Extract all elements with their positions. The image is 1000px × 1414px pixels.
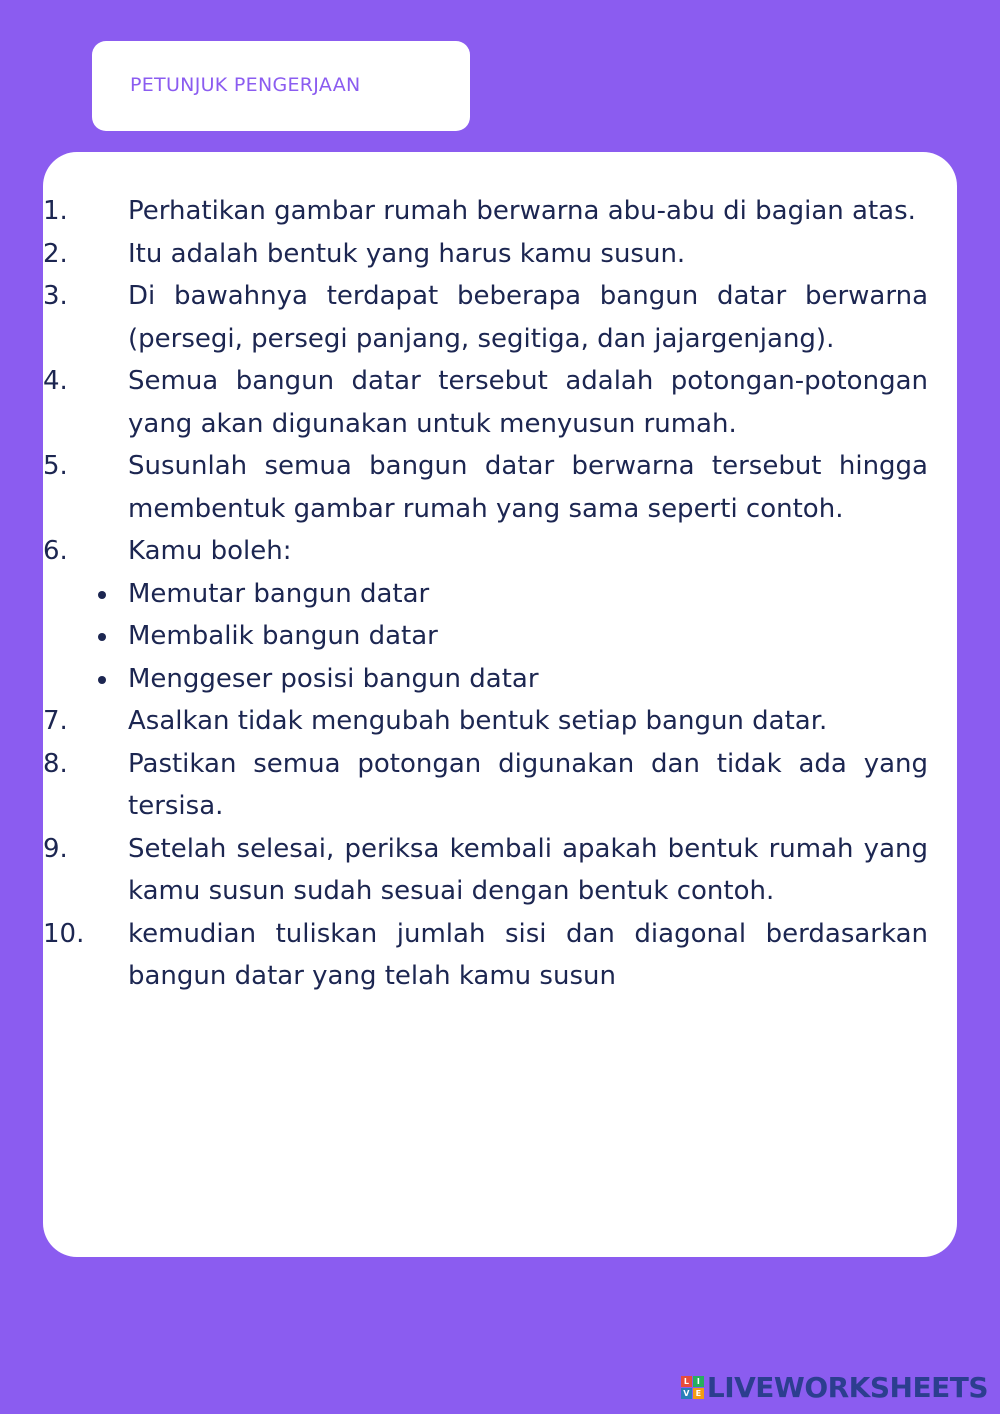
list-number: 2. — [43, 238, 68, 269]
list-item — [43, 275, 928, 360]
list-number: 4. — [43, 366, 68, 396]
list-item — [43, 530, 928, 573]
logo-mark-letter: L — [681, 1376, 692, 1387]
list-item-text: Kamu boleh: — [128, 536, 292, 566]
logo-text: LIVEWORKSHEETS — [706, 1371, 988, 1404]
list-number: 8. — [43, 748, 68, 779]
bullet-item-text: Menggeser posisi bangun datar — [128, 663, 539, 694]
instructions-card — [43, 152, 957, 1257]
logo-mark-letter: E — [693, 1388, 704, 1399]
bullet-item — [43, 658, 928, 701]
list-item — [43, 913, 928, 998]
list-item-text: Pastikan semua potongan digunakan dan tidak ada yang tersisa. — [128, 748, 928, 821]
list-item — [43, 233, 928, 276]
list-number: 5. — [43, 451, 68, 481]
bullet-dot-icon — [98, 591, 106, 599]
logo-mark-letter: V — [681, 1388, 692, 1399]
list-item — [43, 190, 928, 233]
logo-mark-letter: I — [693, 1376, 704, 1387]
liveworksheets-logo[interactable] — [681, 1371, 988, 1404]
bullet-dot-icon — [98, 676, 106, 684]
list-item-text: Susunlah semua bangun datar berwarna tersebut hingga membentuk gambar rumah yang sama seperti contoh. — [128, 451, 928, 524]
list-item-text: Perhatikan gambar rumah berwarna abu-abu di bagian atas. — [128, 196, 916, 226]
bullet-dot-icon — [98, 633, 106, 641]
list-item — [43, 360, 928, 445]
bullet-item — [43, 615, 928, 658]
list-item-text: kemudian tuliskan jumlah sisi dan diagonal berdasarkan bangun datar yang telah kamu susun — [128, 918, 928, 991]
list-number: 9. — [43, 833, 68, 864]
bullet-item-text: Memutar bangun datar — [128, 578, 430, 609]
list-number: 3. — [43, 281, 68, 311]
bullet-item-text: Membalik bangun datar — [128, 621, 438, 651]
list-number: 7. — [43, 706, 68, 736]
list-item — [43, 743, 928, 828]
list-item-text: Itu adalah bentuk yang harus kamu susun. — [128, 238, 686, 269]
list-item-text: Asalkan tidak mengubah bentuk setiap bangun datar. — [128, 706, 828, 736]
list-item — [43, 700, 928, 743]
list-number: 10. — [43, 918, 85, 949]
list-item — [43, 828, 928, 913]
list-item — [43, 445, 928, 530]
list-number: 1. — [43, 196, 68, 226]
list-number: 6. — [43, 536, 68, 566]
page-title: PETUNJUK PENGERJAAN — [130, 74, 361, 96]
instructions-list — [43, 190, 957, 998]
logo-mark-icon — [681, 1376, 704, 1399]
header-box — [92, 41, 470, 131]
list-item-text: Di bawahnya terdapat beberapa bangun datar berwarna (persegi, persegi panjang, segitiga, dan jajargenjang). — [128, 281, 928, 354]
list-item-text: Semua bangun datar tersebut adalah potongan-potongan yang akan digunakan untuk menyusun rumah. — [128, 366, 928, 439]
bullet-item — [43, 573, 928, 616]
list-item-text: Setelah selesai, periksa kembali apakah bentuk rumah yang kamu susun sudah sesuai dengan bentuk contoh. — [128, 833, 928, 906]
